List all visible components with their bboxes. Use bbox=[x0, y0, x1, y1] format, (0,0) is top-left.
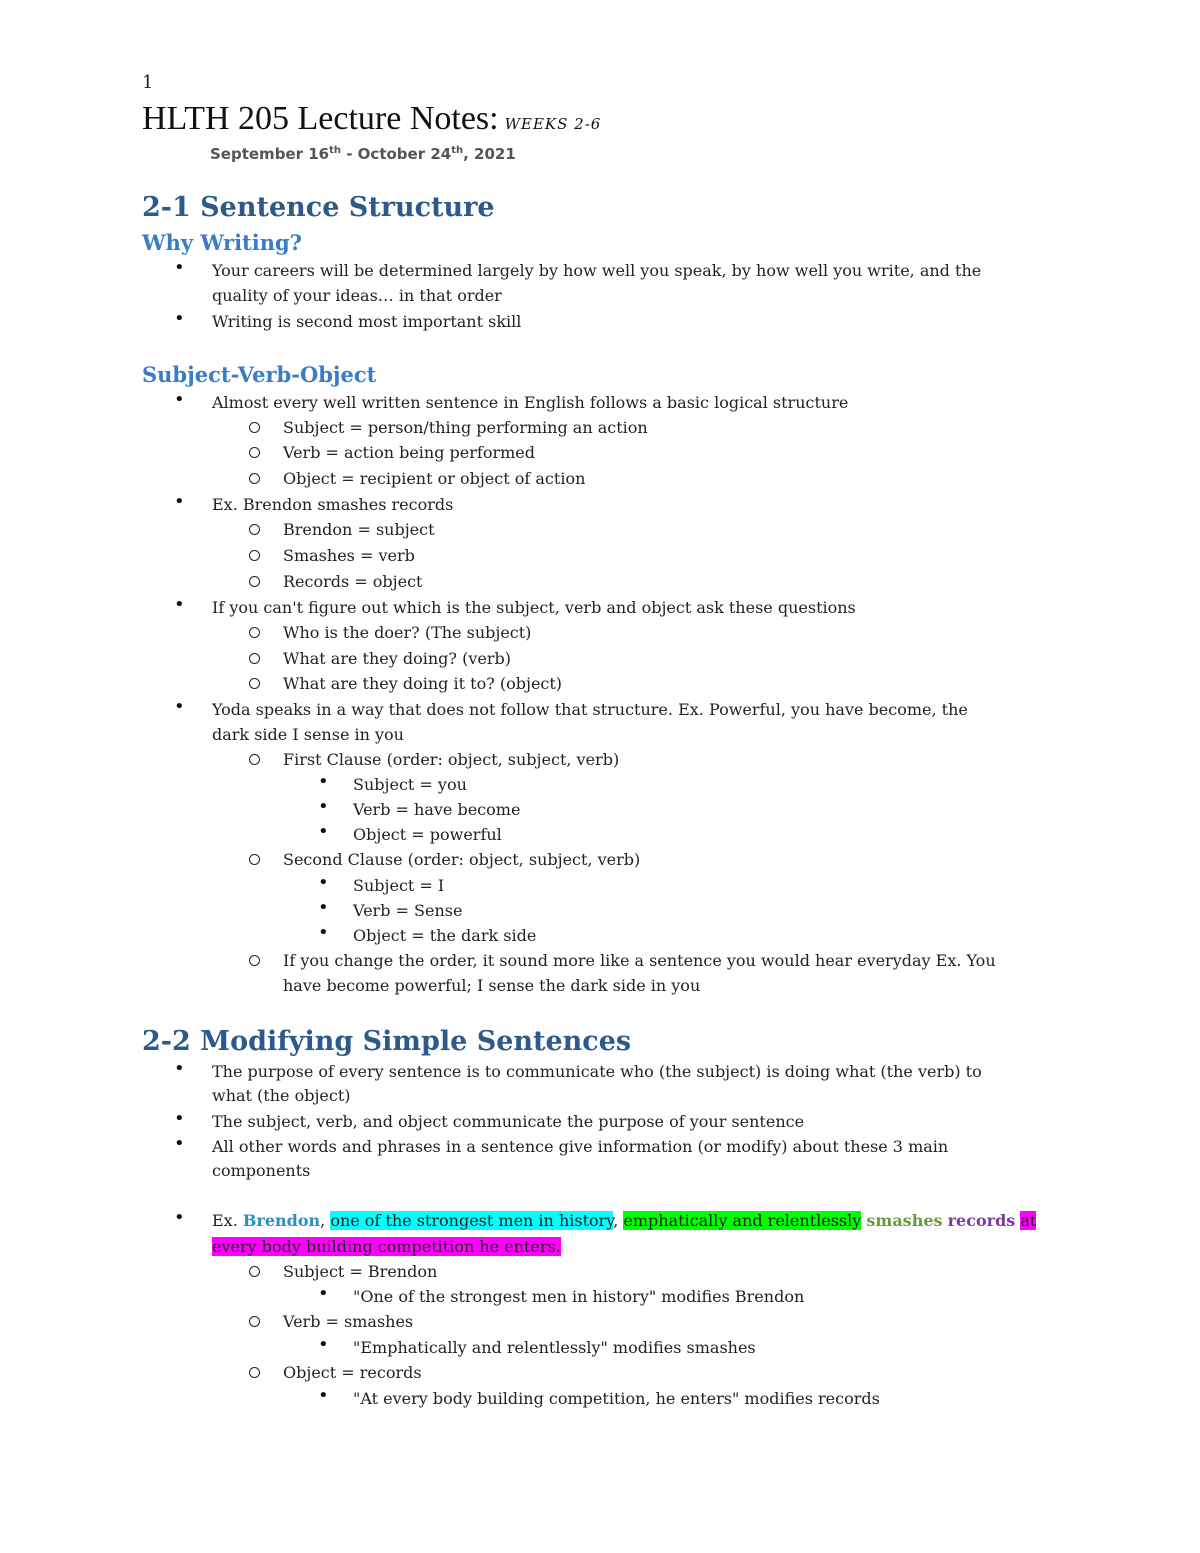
section-heading-modifying-sentences: 2-2 Modifying Simple Sentences bbox=[142, 1026, 632, 1057]
circle-bullet-icon bbox=[249, 678, 260, 689]
example-verb-modifier: emphatically and relentlessly bbox=[623, 1211, 862, 1230]
circle-bullet-icon bbox=[249, 627, 260, 638]
date-range bbox=[210, 145, 516, 163]
list-item-continuation: dark side I sense in you bbox=[212, 725, 404, 744]
circle-bullet-icon bbox=[249, 1316, 260, 1327]
list-item: If you can't figure out which is the subject, verb and object ask these questions bbox=[212, 598, 856, 617]
circle-bullet-icon bbox=[249, 550, 260, 561]
list-subsubitem: Subject = you bbox=[353, 775, 467, 794]
list-subitem: Second Clause (order: object, subject, verb) bbox=[283, 850, 641, 869]
circle-bullet-icon bbox=[249, 447, 260, 458]
bullet-icon: • bbox=[174, 1058, 185, 1079]
list-subitem: If you change the order, it sound more like a sentence you would hear everyday Ex. You bbox=[283, 951, 996, 970]
list-subsubitem: Subject = I bbox=[353, 876, 445, 895]
date-end-sup: th bbox=[451, 145, 464, 156]
bullet-icon: • bbox=[174, 308, 185, 329]
subheading-subject-verb-object: Subject-Verb-Object bbox=[142, 362, 377, 387]
highlighted-example-sentence bbox=[212, 1208, 1072, 1260]
bullet-icon: • bbox=[174, 594, 185, 615]
title-subtitle: WEEKS 2-6 bbox=[504, 115, 602, 133]
list-subitem: Records = object bbox=[283, 572, 423, 591]
bullet-icon: • bbox=[318, 821, 329, 842]
page-number: 1 bbox=[142, 72, 154, 93]
date-year: , 2021 bbox=[463, 145, 516, 163]
list-subitem: Smashes = verb bbox=[283, 546, 415, 565]
list-item-continuation: quality of your ideas… in that order bbox=[212, 286, 502, 305]
list-item: The subject, verb, and object communicate the purpose of your sentence bbox=[212, 1112, 805, 1131]
bullet-icon: • bbox=[318, 872, 329, 893]
circle-bullet-icon bbox=[249, 422, 260, 433]
circle-bullet-icon bbox=[249, 955, 260, 966]
list-subitem-continuation: have become powerful; I sense the dark side in you bbox=[283, 976, 701, 995]
date-start: September 16 bbox=[210, 145, 330, 163]
example-object-modifier: at every body building competition he enters. bbox=[212, 1211, 1037, 1256]
list-subitem: Subject = person/thing performing an action bbox=[283, 418, 648, 437]
list-subitem: Brendon = subject bbox=[283, 520, 435, 539]
list-subitem: Subject = Brendon bbox=[283, 1262, 438, 1281]
bullet-icon: • bbox=[174, 389, 185, 410]
list-item: Writing is second most important skill bbox=[212, 312, 522, 331]
list-subitem: Verb = smashes bbox=[283, 1312, 414, 1331]
page-title bbox=[142, 100, 601, 138]
list-item: All other words and phrases in a sentence give information (or modify) about these 3 main bbox=[212, 1137, 949, 1156]
circle-bullet-icon bbox=[249, 1266, 260, 1277]
example-subject-modifier: one of the strongest men in history bbox=[330, 1211, 614, 1230]
list-item-continuation: what (the object) bbox=[212, 1086, 351, 1105]
list-subitem: Verb = action being performed bbox=[283, 443, 535, 462]
circle-bullet-icon bbox=[249, 653, 260, 664]
list-subsubitem: "One of the strongest men in history" modifies Brendon bbox=[353, 1287, 805, 1306]
list-item: Almost every well written sentence in English follows a basic logical structure bbox=[212, 393, 849, 412]
bullet-icon: • bbox=[174, 491, 185, 512]
list-item: Your careers will be determined largely by how well you speak, by how well you write, and the bbox=[212, 261, 982, 280]
list-subsubitem: Object = powerful bbox=[353, 825, 502, 844]
bullet-icon: • bbox=[174, 696, 185, 717]
example-punct: , bbox=[320, 1211, 331, 1230]
bullet-icon: • bbox=[318, 1334, 329, 1355]
circle-bullet-icon bbox=[249, 576, 260, 587]
bullet-icon: • bbox=[174, 1207, 185, 1228]
title-main: HLTH 205 Lecture Notes: bbox=[142, 100, 499, 137]
list-subsubitem: Verb = Sense bbox=[353, 901, 463, 920]
list-subitem: First Clause (order: object, subject, verb) bbox=[283, 750, 620, 769]
bullet-icon: • bbox=[318, 771, 329, 792]
list-subsubitem: "Emphatically and relentlessly" modifies smashes bbox=[353, 1338, 756, 1357]
date-end: - October 24 bbox=[341, 145, 452, 163]
circle-bullet-icon bbox=[249, 854, 260, 865]
list-subitem: Object = records bbox=[283, 1363, 422, 1382]
bullet-icon: • bbox=[174, 257, 185, 278]
circle-bullet-icon bbox=[249, 524, 260, 535]
list-subitem: Who is the doer? (The subject) bbox=[283, 623, 532, 642]
circle-bullet-icon bbox=[249, 1367, 260, 1378]
example-subject: Brendon bbox=[242, 1211, 321, 1230]
list-subitem: Object = recipient or object of action bbox=[283, 469, 586, 488]
bullet-icon: • bbox=[318, 897, 329, 918]
subheading-why-writing: Why Writing? bbox=[142, 230, 302, 255]
example-prefix: Ex. bbox=[212, 1211, 243, 1230]
circle-bullet-icon bbox=[249, 754, 260, 765]
example-verb: smashes bbox=[866, 1211, 943, 1230]
list-subitem: What are they doing it to? (object) bbox=[283, 674, 563, 693]
bullet-icon: • bbox=[318, 922, 329, 943]
example-object: records bbox=[947, 1211, 1016, 1230]
date-start-sup: th bbox=[329, 145, 341, 156]
list-subitem: What are they doing? (verb) bbox=[283, 649, 511, 668]
section-heading-sentence-structure: 2-1 Sentence Structure bbox=[142, 192, 495, 223]
list-item: The purpose of every sentence is to communicate who (the subject) is doing what (the verb) to bbox=[212, 1062, 982, 1081]
bullet-icon: • bbox=[174, 1133, 185, 1154]
list-subsubitem: "At every body building competition, he enters" modifies records bbox=[353, 1389, 880, 1408]
bullet-icon: • bbox=[318, 1283, 329, 1304]
bullet-icon: • bbox=[174, 1108, 185, 1129]
list-subsubitem: Verb = have become bbox=[353, 800, 521, 819]
bullet-icon: • bbox=[318, 1385, 329, 1406]
example-punct: , bbox=[613, 1211, 624, 1230]
circle-bullet-icon bbox=[249, 473, 260, 484]
bullet-icon: • bbox=[318, 796, 329, 817]
list-item: Yoda speaks in a way that does not follow that structure. Ex. Powerful, you have become, the bbox=[212, 700, 968, 719]
list-subsubitem: Object = the dark side bbox=[353, 926, 537, 945]
list-item-continuation: components bbox=[212, 1161, 311, 1180]
list-item: Ex. Brendon smashes records bbox=[212, 495, 454, 514]
